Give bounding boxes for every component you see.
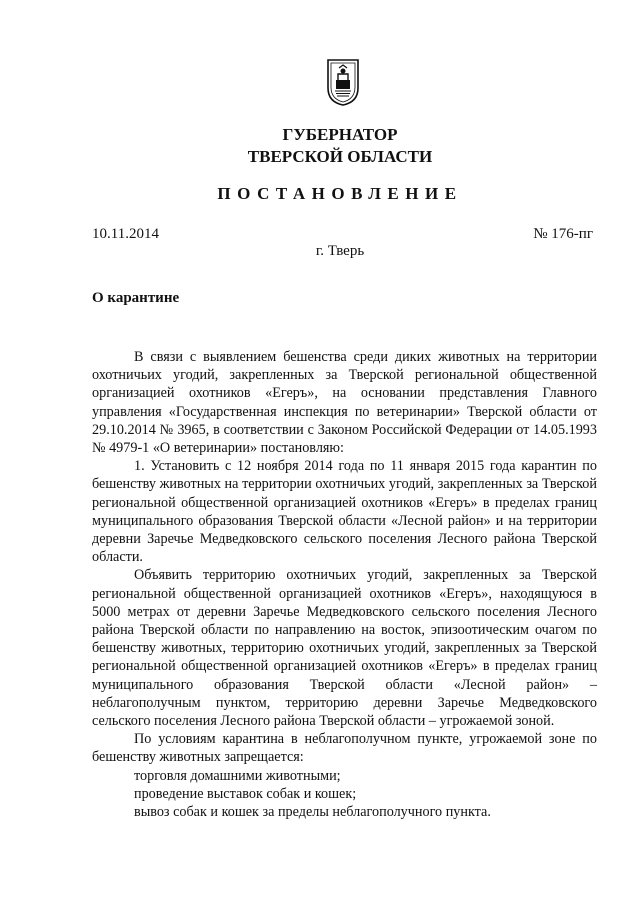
paragraph: Объявить территорию охотничьих угодий, закрепленных за Тверской региональной общественной организацией охотников «Егеръ», находящуюся в 5000 метрах от деревни Заречье Медведковского сельского поселения Лесного района Тверской области по направлению на восток, эпизоотическим очагом по бешенству животных, территорию охотничьих угодий, закрепленных за Тверской региональной общественной организацией охотников «Егеръ» в пределах границ муниципального образования Тверской области «Лесной район» – неблагополучным пунктом, территорию деревни Заречье Медведковского сельского поселения Лесного района Тверской области – угрожаемой зоной. (92, 567, 597, 730)
authority-title-line2: ТВЕРСКОЙ ОБЛАСТИ (247, 147, 433, 166)
list-item: вывоз собак и кошек за пределы неблагополучного пункта. (134, 804, 491, 821)
document-body (92, 348, 597, 821)
document-city: г. Тверь (315, 243, 365, 259)
coat-of-arms-icon (326, 58, 360, 106)
paragraph: 1. Установить с 12 ноября 2014 года по 11 января 2015 года карантин по бешенству животных на территории охотничьих угодий, закрепленных за Тверской региональной общественной организацией охотников «Егеръ» в пределах границ муниципального образования Тверской области «Лесной район» и на территории деревни Заречье Медведковского сельского поселения Лесного района Тверской области. (92, 458, 597, 566)
document-type-heading: ПОСТАНОВЛЕНИЕ (217, 184, 463, 203)
list-item: проведение выставок собак и кошек; (134, 785, 357, 802)
document-date: 10.11.2014 (92, 226, 159, 242)
list-item: торговля домашними животными; (134, 767, 341, 784)
document-number: № 176-пг (533, 226, 593, 242)
paragraph: По условиям карантина в неблагополучном пункте, угрожаемой зоне по бешенству животных запрещается: (92, 731, 597, 766)
authority-title-line1: ГУБЕРНАТОР (282, 125, 398, 144)
document-subject: О карантине (92, 290, 180, 306)
paragraph: В связи с выявлением бешенства среди диких животных на территории охотничьих угодий, закрепленных за Тверской региональной общественной организацией охотников «Егеръ», на основании представления Главного управления «Государственная инспекция по ветеринарии» Тверской области от 29.10.2014 № 3965, в соответствии с Законом Российской Федерации от 14.05.1993 № 4979-1 «О ветеринарии» постановляю: (92, 349, 597, 457)
